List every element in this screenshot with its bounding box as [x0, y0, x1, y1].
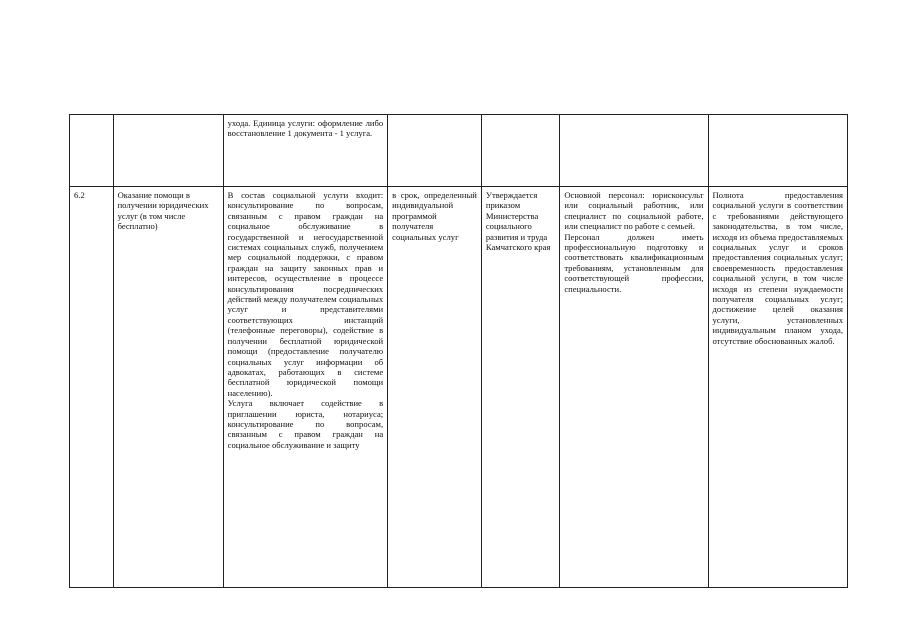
cell-name-empty: [113, 115, 223, 187]
cell-service-standard: Утверждается приказом Министерства социального развития и труда Камчатского края: [481, 187, 559, 588]
cell-standard-empty: [481, 115, 559, 187]
cell-quality-empty: [708, 115, 848, 187]
table-row-6-2: [70, 187, 848, 588]
cell-description-continuation: ухода. Единица услуги: оформление либо восстановление 1 документа - 1 услуга.: [223, 115, 388, 187]
cell-service-name: Оказание помощи в получении юридических услуг (в том числе бесплатно): [113, 187, 223, 588]
cell-conditions-empty: [560, 115, 708, 187]
description-paragraph-1: В состав социальной услуги входит: консультирование по вопросам, связанным с правом граждан на социальное обслуживание в государственной и негосударственной системах социальных служб, получением мер социальной поддержки, с правом граждан на защиту законных прав и интересов, осуществление в процессе консультирования посреднических действий между получателем социальных услуг и представителями соответствующих инстанций (телефонные переговоры), содействие в получении бесплатной юридической помощи (предоставление получателю социальных услуг информации об адвокатах, работающих в системе бесплатной юридической помощи населению).: [227, 190, 384, 398]
cell-service-quality: Полнота предоставления социальной услуги в соответствии с требованиями действующего законодательства, в том числе, исходя из объема предоставляемых социальных услуг и сроков предоставления социальных услуг; своевременность предоставления социальной услуги, в том числе исходя из степени нуждаемости получателя социальных услуг; достижение целей оказания услуги, установленных индивидуальным планом ухода, отсутствие обоснованных жалоб.: [708, 187, 848, 588]
cell-term-empty: [388, 115, 482, 187]
social-services-table: [69, 114, 848, 588]
description-paragraph-2: Услуга включает содействие в приглашении юриста, нотариуса; консультирование по вопросам, связанным с правом граждан на социальное обслуживание и защиту: [227, 398, 384, 450]
cell-number-empty: [70, 115, 114, 187]
cell-service-conditions: [560, 187, 708, 588]
cell-service-number: 6.2: [70, 187, 114, 588]
cell-service-description: [223, 187, 388, 588]
cell-service-term: в срок, определенный индивидуальной программой получателя социальных услуг: [388, 187, 482, 588]
conditions-paragraph-1: Основной персонал: юрисконсульт или социальный работник, или специалист по социальной работе, или специалист по работе с семьей.: [564, 190, 704, 232]
conditions-paragraph-2: Персонал должен иметь профессиональную подготовку и соответствовать квалификационным требованиям, установленным для соответствующей профессии, специальности.: [564, 231, 704, 294]
table-row-continuation: [70, 115, 848, 187]
